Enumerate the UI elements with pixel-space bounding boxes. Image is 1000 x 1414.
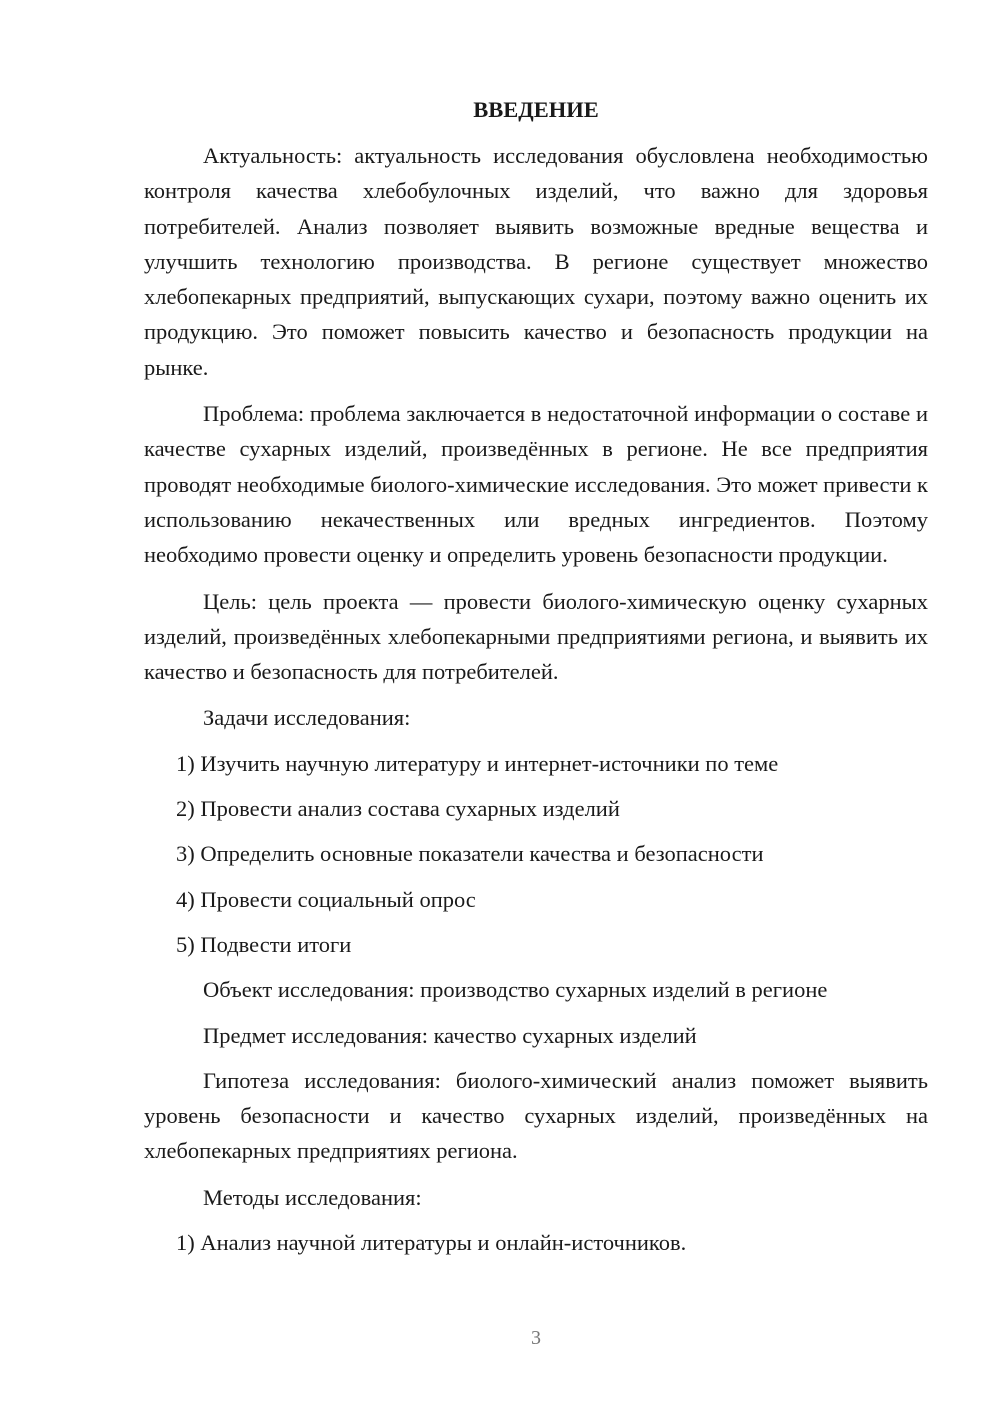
page-number: 3: [531, 1327, 541, 1349]
document-body: [144, 92, 928, 1270]
task-item: 1) Изучить научную литературу и интернет-источники по теме: [176, 750, 779, 776]
research-object: Объект исследования: производство сухарных изделий в регионе: [203, 977, 828, 1003]
task-item: 3) Определить основные показатели качества и безопасности: [176, 841, 764, 867]
tasks-list: [144, 746, 928, 962]
task-item: 2) Провести анализ состава сухарных изделий: [176, 796, 620, 822]
goal-paragraph: Цель: цель проекта — провести биолого-химическую оценку сухарных изделий, произведённых хлебопекарными предприятиями региона, и выявить их качество и безопасность для потребителей.: [144, 588, 928, 685]
tasks-heading: Задачи исследования:: [203, 705, 411, 731]
section-title: ВВЕДЕНИЕ: [473, 97, 599, 122]
methods-heading: Методы исследования:: [203, 1184, 422, 1210]
research-subject: Предмет исследования: качество сухарных изделий: [203, 1022, 697, 1048]
method-item: 1) Анализ научной литературы и онлайн-источников.: [176, 1230, 687, 1256]
relevance-paragraph: Актуальность: актуальность исследования обусловлена необходимостью контроля качества хлебобулочных изделий, что важно для здоровья потребителей. Анализ позволяет выявить возможные вредные вещества и улучшить технологию производства. В регионе существует множество хлебопекарных предприятий, выпускающих сухари, поэтому важно оценить их продукцию. Это поможет повысить качество и безопасность продукции на рынке.: [144, 143, 928, 380]
task-item: 4) Провести социальный опрос: [176, 886, 476, 912]
methods-list: [144, 1225, 928, 1260]
hypothesis-paragraph: Гипотеза исследования: биолого-химический анализ поможет выявить уровень безопасности и качество сухарных изделий, произведённых на хлебопекарных предприятиях региона.: [144, 1067, 928, 1164]
problem-paragraph: Проблема: проблема заключается в недостаточной информации о составе и качестве сухарных изделий, произведённых в регионе. Не все предприятия проводят необходимые биолого-химические исследования. Это может привести к использованию некачественных или вредных ингредиентов. Поэтому необходимо провести оценку и определить уровень безопасности продукции.: [144, 401, 928, 568]
task-item: 5) Подвести итоги: [176, 931, 352, 957]
